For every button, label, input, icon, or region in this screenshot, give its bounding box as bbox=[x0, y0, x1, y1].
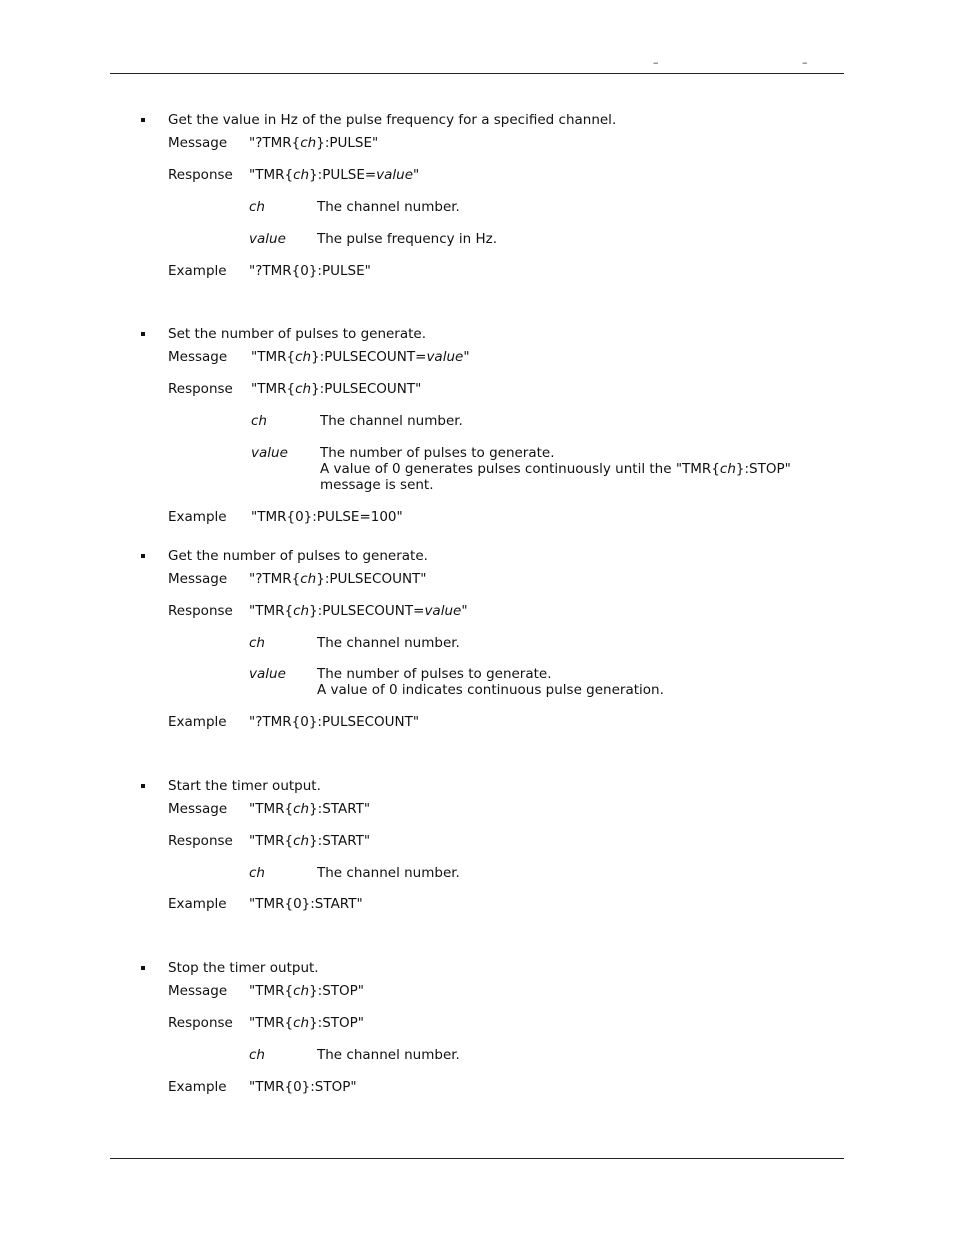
footer-rule bbox=[110, 1158, 844, 1159]
header-dash-left: – bbox=[653, 56, 659, 69]
message-value: "TMR{ch}:PULSECOUNT=value" bbox=[251, 349, 470, 365]
bullet-icon bbox=[141, 118, 145, 122]
param-description: The number of pulses to generate. bbox=[317, 666, 552, 682]
response-label: Response bbox=[168, 381, 233, 397]
section-title: Stop the timer output. bbox=[168, 960, 319, 976]
example-label: Example bbox=[168, 896, 227, 912]
example-value: "?TMR{0}:PULSECOUNT" bbox=[249, 714, 420, 730]
bullet-icon bbox=[141, 332, 145, 336]
message-label: Message bbox=[168, 135, 228, 151]
param-description: The channel number. bbox=[317, 865, 460, 881]
param-description-line: A value of 0 generates pulses continuously until the "TMR{ch}:STOP" bbox=[320, 461, 791, 477]
param-description: The number of pulses to generate. bbox=[320, 445, 555, 461]
example-value: "?TMR{0}:PULSE" bbox=[249, 263, 371, 279]
param-name: ch bbox=[249, 865, 265, 881]
section-title: Set the number of pulses to generate. bbox=[168, 326, 427, 342]
response-label: Response bbox=[168, 833, 233, 849]
param-name: value bbox=[251, 445, 288, 461]
param-name: ch bbox=[249, 1047, 265, 1063]
section-title: Get the value in Hz of the pulse frequency for a specified channel. bbox=[168, 112, 617, 128]
param-description: The channel number. bbox=[317, 199, 460, 215]
response-value: "TMR{ch}:PULSECOUNT" bbox=[251, 381, 422, 397]
bullet-icon bbox=[141, 966, 145, 970]
message-value: "TMR{ch}:START" bbox=[249, 801, 371, 817]
param-name: value bbox=[249, 231, 286, 247]
response-value: "TMR{ch}:STOP" bbox=[249, 1015, 364, 1031]
param-name: ch bbox=[251, 413, 267, 429]
param-description: The channel number. bbox=[320, 413, 463, 429]
message-value: "?TMR{ch}:PULSECOUNT" bbox=[249, 571, 427, 587]
example-label: Example bbox=[168, 714, 227, 730]
message-label: Message bbox=[168, 571, 228, 587]
param-name: ch bbox=[249, 635, 265, 651]
param-description-line: message is sent. bbox=[320, 477, 434, 493]
message-value: "TMR{ch}:STOP" bbox=[249, 983, 364, 999]
example-label: Example bbox=[168, 509, 227, 525]
header-rule bbox=[110, 73, 844, 74]
response-value: "TMR{ch}:PULSECOUNT=value" bbox=[249, 603, 468, 619]
param-description: The channel number. bbox=[317, 635, 460, 651]
response-label: Response bbox=[168, 167, 233, 183]
bullet-icon bbox=[141, 784, 145, 788]
param-description-line: A value of 0 indicates continuous pulse generation. bbox=[317, 682, 664, 698]
bullet-icon bbox=[141, 554, 145, 558]
example-value: "TMR{0}:PULSE=100" bbox=[251, 509, 403, 525]
param-name: ch bbox=[249, 199, 265, 215]
response-label: Response bbox=[168, 1015, 233, 1031]
response-value: "TMR{ch}:START" bbox=[249, 833, 371, 849]
response-value: "TMR{ch}:PULSE=value" bbox=[249, 167, 420, 183]
section-title: Get the number of pulses to generate. bbox=[168, 548, 428, 564]
example-value: "TMR{0}:STOP" bbox=[249, 1079, 357, 1095]
message-label: Message bbox=[168, 349, 228, 365]
example-label: Example bbox=[168, 263, 227, 279]
response-label: Response bbox=[168, 603, 233, 619]
param-description: The channel number. bbox=[317, 1047, 460, 1063]
param-description: The pulse frequency in Hz. bbox=[317, 231, 498, 247]
message-label: Message bbox=[168, 801, 228, 817]
param-name: value bbox=[249, 666, 286, 682]
message-value: "?TMR{ch}:PULSE" bbox=[249, 135, 379, 151]
example-value: "TMR{0}:START" bbox=[249, 896, 363, 912]
example-label: Example bbox=[168, 1079, 227, 1095]
header-dash-right: – bbox=[802, 56, 808, 69]
message-label: Message bbox=[168, 983, 228, 999]
section-title: Start the timer output. bbox=[168, 778, 321, 794]
